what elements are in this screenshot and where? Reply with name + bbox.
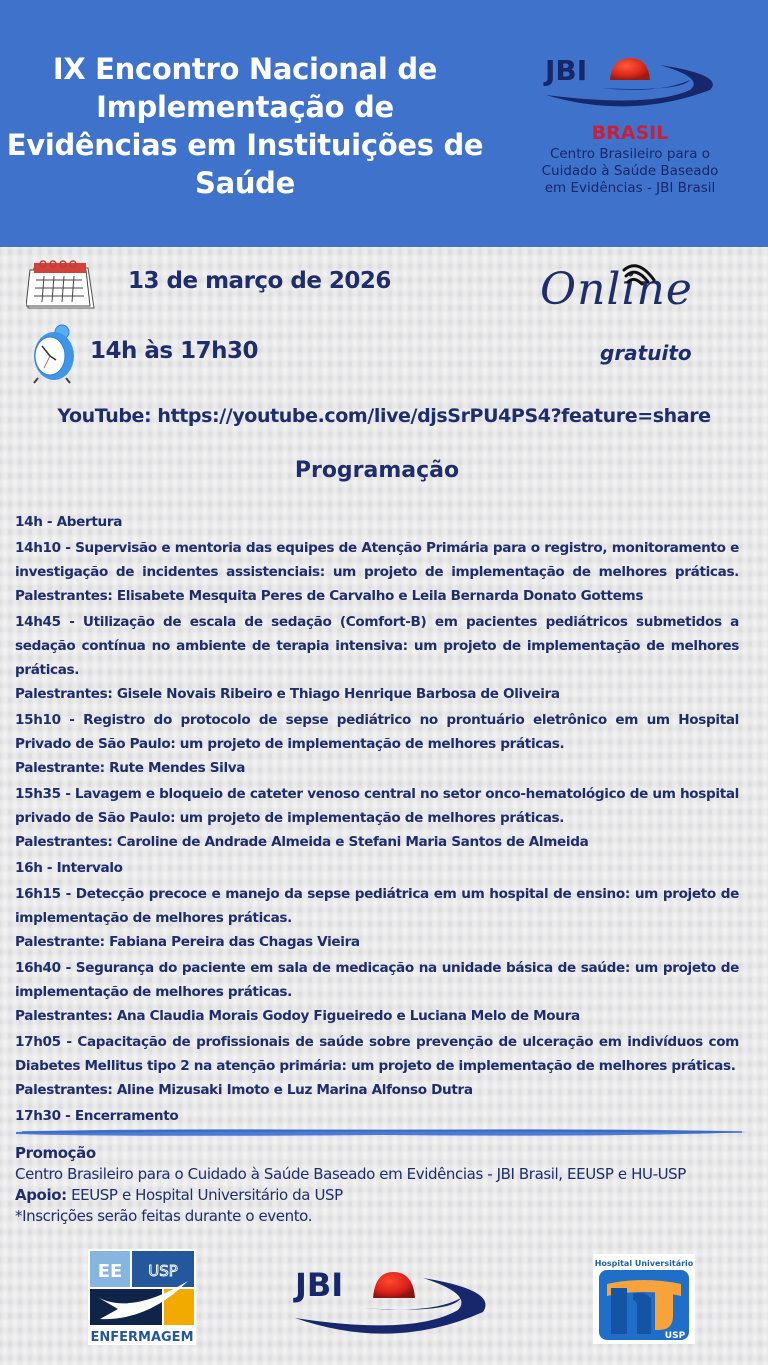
calendar-icon <box>26 260 96 312</box>
title-line: Implementação de <box>96 90 394 124</box>
event-title <box>0 50 490 202</box>
program-item <box>15 856 739 880</box>
eeusp-logo <box>88 1249 196 1345</box>
logo-org-name <box>540 146 720 197</box>
program-item-text: 14h10 - Supervisão e mentoria das equipes de Atenção Primária para o registro, monitoramento e investigação de incidentes assistenciais: um projeto de implementação de melhores práticas. Palestrantes: Elisabete Mesquita Peres de Carvalho e Leila Bernarda Donato Gottems <box>15 540 739 604</box>
program-item-text: 16h40 - Segurança do paciente em sala de medicação na unidade básica de saúde: um projeto de implementação de melhores práticas. <box>15 960 739 1000</box>
program-item-text: 14h45 - Utilização de escala de sedação (Comfort-B) em pacientes pediátricos submetidos a sedação contínua no ambiente de terapia intensiva: um projeto de implementação de melhores práticas. <box>15 614 739 678</box>
youtube-link[interactable]: YouTube: https://youtube.com/live/djsSrPU4PS4?feature=share <box>57 405 711 427</box>
event-time: 14h às 17h30 <box>90 338 258 364</box>
program-item <box>15 536 739 608</box>
svg-text:USP: USP <box>664 1331 686 1341</box>
program-item <box>15 708 739 780</box>
header-banner <box>0 0 768 247</box>
program-item-speakers: Palestrantes: Aline Mizusaki Imoto e Luz Marina Alfonso Dutra <box>15 1082 473 1098</box>
svg-text:JBI: JBI <box>545 54 588 87</box>
program-title: Programação <box>294 458 460 483</box>
jbi-brasil-logo <box>540 50 730 200</box>
support-text: EEUSP e Hospital Universitário da USP <box>66 1186 343 1204</box>
program-item <box>15 1030 739 1102</box>
svg-text:Hospital Universitário: Hospital Universitário <box>594 1259 694 1268</box>
program-item <box>15 882 739 954</box>
support-line <box>15 1185 755 1206</box>
brush-divider <box>12 1124 752 1140</box>
program-item-speakers: Palestrante: Rute Mendes Silva <box>15 760 246 776</box>
program-item-speakers: Palestrante: Fabiana Pereira das Chagas Vieira <box>15 934 360 950</box>
program-item <box>15 956 739 1028</box>
program-item-text: 17h30 - Encerramento <box>15 1108 179 1124</box>
title-line: Saúde <box>194 166 296 200</box>
online-label: Online <box>540 264 693 315</box>
wifi-signal-icon <box>620 258 660 288</box>
event-date: 13 de março de 2026 <box>128 268 391 294</box>
program-item <box>15 610 739 706</box>
program-item <box>15 782 739 854</box>
logo-country: BRASIL <box>591 122 669 144</box>
program-item-text: 16h15 - Detecção precoce e manejo da sepse pediátrica em um hospital de ensino: um projeto de implementação de melhores práticas. <box>15 886 739 926</box>
hospital-universitario-logo <box>593 1254 695 1344</box>
org-line: Cuidado à Saúde Baseado <box>541 163 719 179</box>
org-line: em Evidências - JBI Brasil <box>544 180 716 196</box>
support-label: Apoio: <box>15 1186 67 1204</box>
program-item-speakers: Palestrantes: Ana Claudia Morais Godoy Figueiredo e Luciana Melo de Moura <box>15 1008 580 1024</box>
svg-text:USP: USP <box>148 1262 178 1280</box>
program-item-speakers: Palestrantes: Caroline de Andrade Almeida e Stefani Maria Santos de Almeida <box>15 834 589 850</box>
program-item <box>15 510 739 534</box>
program-item-text: 14h - Abertura <box>15 514 123 530</box>
jbi-footer-logo <box>293 1260 493 1340</box>
promotion-label: Promoção <box>15 1144 96 1162</box>
promotion-text: Centro Brasileiro para o Cuidado à Saúde Baseado em Evidências - JBI Brasil, EEUSP e HU-USP <box>15 1165 686 1183</box>
registration-note: *Inscrições serão feitas durante o evento. <box>15 1207 313 1225</box>
program-item-speakers: Palestrantes: Gisele Novais Ribeiro e Thiago Henrique Barbosa de Oliveira <box>15 686 560 702</box>
alarm-clock-icon <box>26 322 82 384</box>
footer-credits <box>15 1143 755 1227</box>
program-item-text: 15h35 - Lavagem e bloqueio de cateter venoso central no setor onco-hematológico de um hospital privado de São Paulo: um projeto de implementação de melhores práticas. <box>15 786 739 826</box>
org-line: Centro Brasileiro para o <box>549 146 711 162</box>
title-line: Evidências em Instituições de <box>6 128 484 162</box>
svg-text:EE: EE <box>97 1261 123 1282</box>
program-item-text: 17h05 - Capacitação de profissionais de saúde sobre prevenção de ulceração em indivíduos com Diabetes Mellitus tipo 2 na atenção primária: um projeto de implementação de melhores práticas. <box>15 1034 739 1074</box>
svg-text:ENFERMAGEM: ENFERMAGEM <box>90 1330 194 1345</box>
program-list <box>15 510 739 1130</box>
jbi-logo-icon <box>540 50 720 120</box>
program-item-text: 15h10 - Registro do protocolo de sepse pediátrico no prontuário eletrônico em um Hospital Privado de São Paulo: um projeto de implementação de melhores práticas. <box>15 712 739 752</box>
title-line: IX Encontro Nacional de <box>52 52 438 86</box>
svg-text:JBI: JBI <box>295 1266 344 1304</box>
price-label: gratuito <box>600 341 692 365</box>
program-item-text: 16h - Intervalo <box>15 860 123 876</box>
